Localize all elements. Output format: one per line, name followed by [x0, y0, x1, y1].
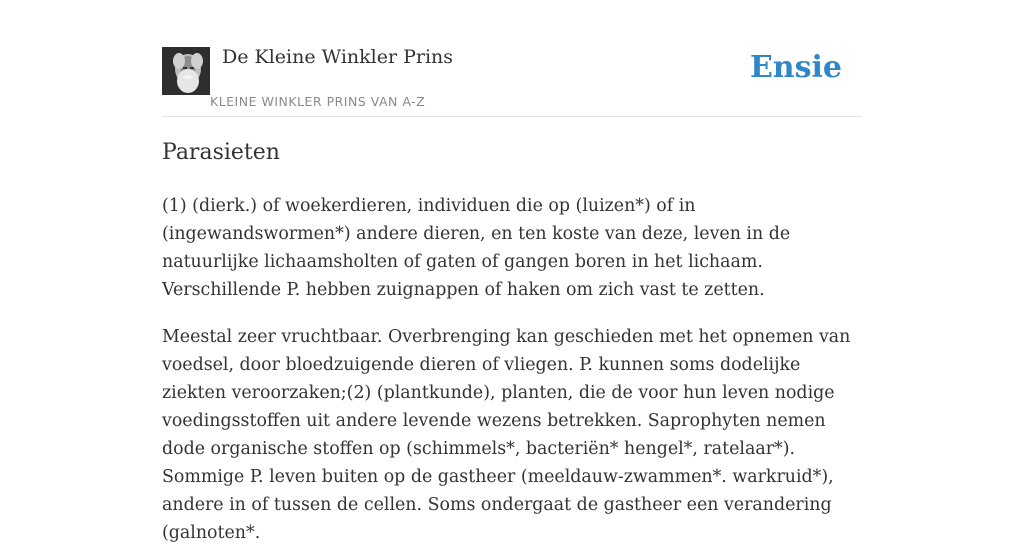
- source-title[interactable]: De Kleine Winkler Prins: [222, 46, 454, 68]
- site-header: [162, 0, 862, 117]
- source-subtitle[interactable]: KLEINE WINKLER PRINS VAN A-Z: [210, 94, 426, 109]
- article-paragraph-2: Meestal zeer vruchtbaar. Overbrenging kan geschieden met het opnemen van voedsel, door bloedzuigende dieren of vliegen. P. kunnen soms dodelijke ziekten veroorzaken;(2) (plantkunde), planten, die de voor hun leven nodige voedingsstoffen uit andere levende wezens betrekken. Saprophyten nemen dode organische stoffen op (schimmels*, bacteriën* hengel*, ratelaar*). Sommige P. leven buiten op de gastheer (meeldauw-zwammen*. warkruid*), andere in of tussen de cellen. Soms ondergaat de gastheer een verandering (galnoten*.: [162, 327, 851, 543]
- brand-logo[interactable]: Ensie: [749, 50, 842, 85]
- article-paragraph-1: (1) (dierk.) of woekerdieren, individuen die op (luizen*) of in (ingewandswormen*) andere dieren, en ten koste van deze, leven in de natuurlijke lichaamsholten of gaten of gangen boren in het lichaam. Verschillende P. hebben zuignappen of haken om zich vast te zetten.: [162, 196, 791, 300]
- article-title: Parasieten: [162, 140, 280, 165]
- author-avatar-icon[interactable]: [162, 47, 210, 95]
- bearded-man-portrait-icon: [162, 47, 210, 95]
